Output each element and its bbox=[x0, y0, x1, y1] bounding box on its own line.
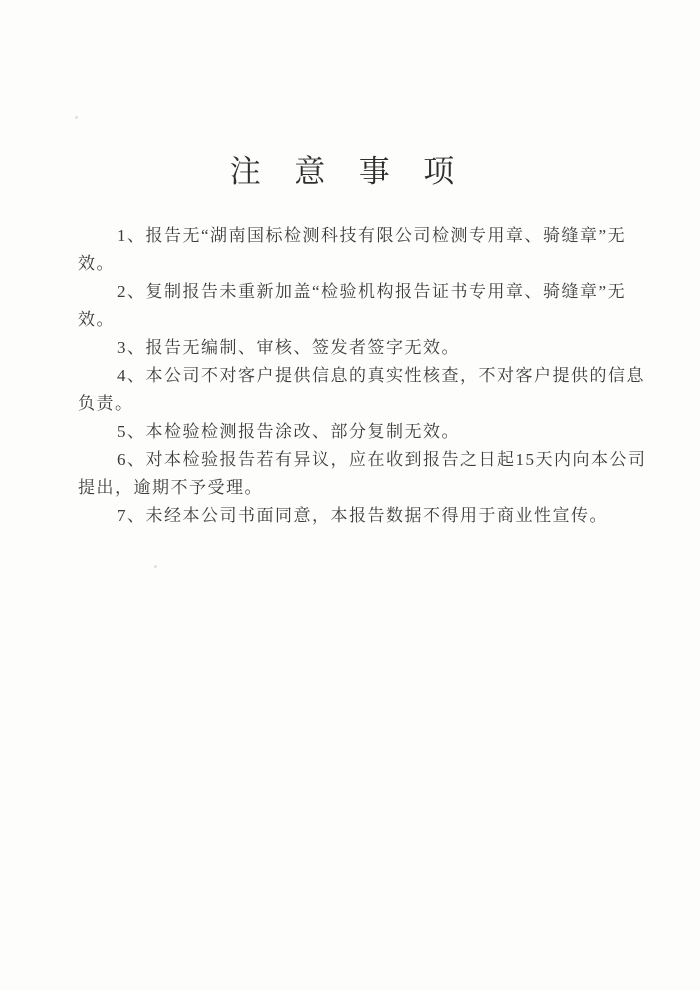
notice-line-2: 效。 bbox=[78, 254, 115, 273]
notice-line-10: 提出，逾期不予受理。 bbox=[78, 478, 263, 497]
notice-line-7: 负责。 bbox=[78, 394, 134, 413]
notice-line-1: 1、报告无“湖南国标检测科技有限公司检测专用章、骑缝章”无 bbox=[117, 226, 627, 245]
notice-line-8: 5、本检验检测报告涂改、部分复制无效。 bbox=[117, 422, 460, 441]
notice-line-6: 4、本公司不对客户提供信息的真实性核查，不对客户提供的信息 bbox=[117, 366, 645, 385]
notice-line-9: 6、对本检验报告若有异议，应在收到报告之日起15天内向本公司 bbox=[117, 450, 647, 469]
notice-line-5: 3、报告无编制、审核、签发者签字无效。 bbox=[117, 338, 460, 357]
page-title: 注 意 事 项 bbox=[229, 154, 461, 189]
notice-line-3: 2、复制报告未重新加盖“检验机构报告证书专用章、骑缝章”无 bbox=[117, 282, 627, 301]
scan-artifact bbox=[75, 116, 78, 119]
notice-line-4: 效。 bbox=[78, 310, 115, 329]
scan-artifact bbox=[154, 565, 157, 568]
notice-text-block bbox=[78, 222, 647, 530]
notice-line-11: 7、未经本公司书面同意，本报告数据不得用于商业性宣传。 bbox=[117, 506, 608, 525]
